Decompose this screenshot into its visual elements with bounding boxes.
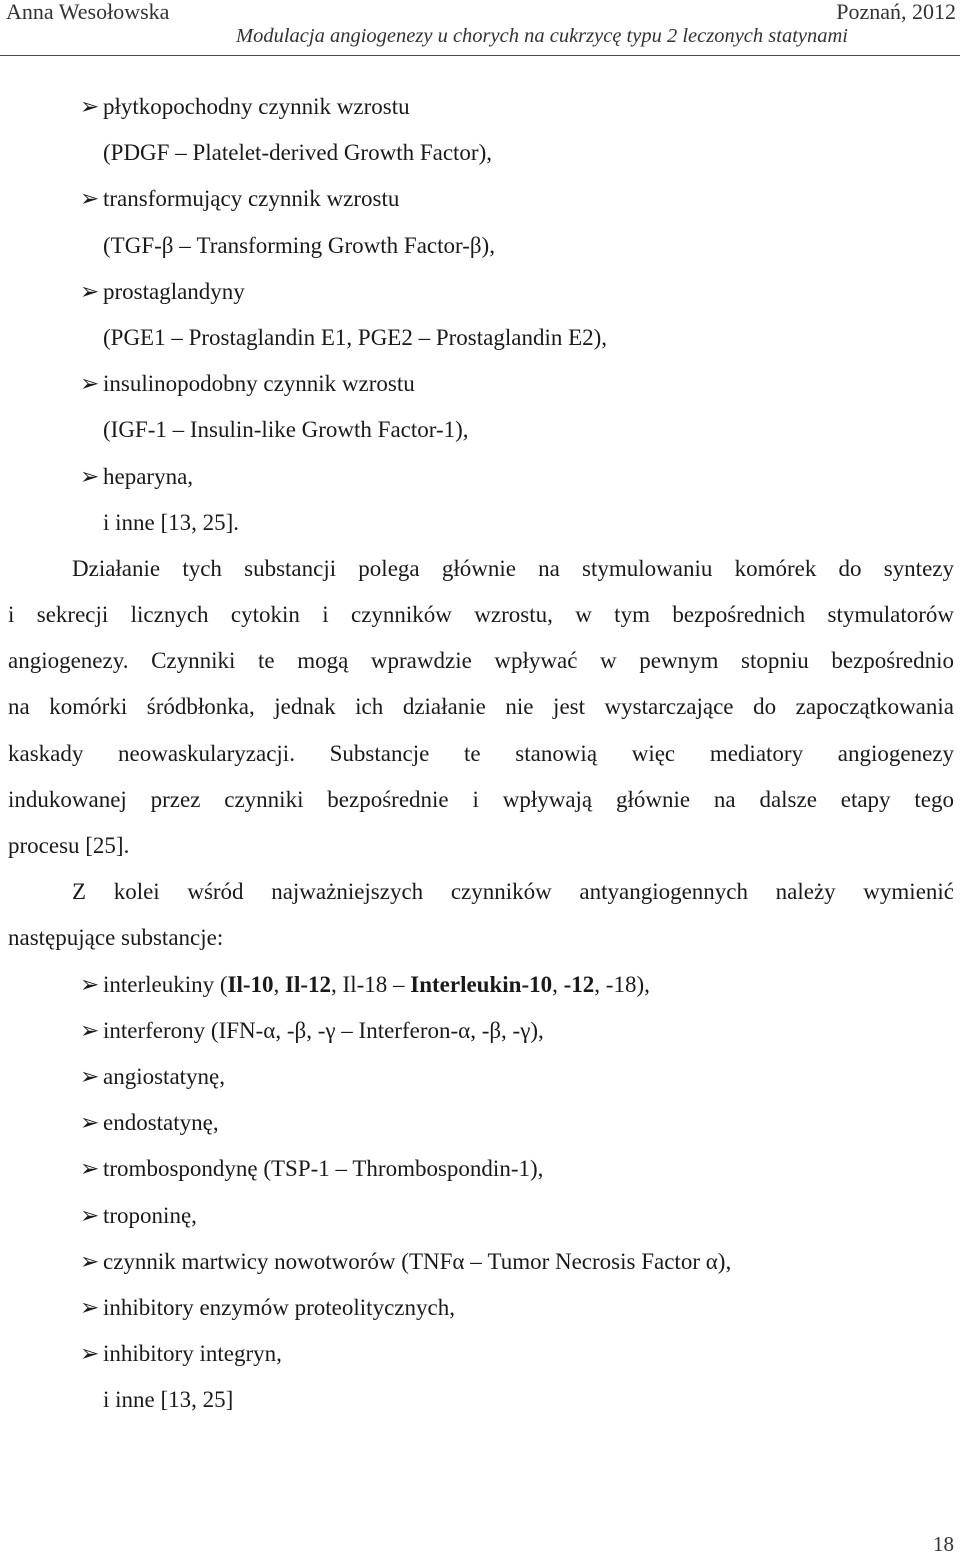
header-place-year: Poznań, 2012	[836, 0, 956, 24]
arrow-bullet-icon: ➢	[80, 371, 100, 397]
header-author: Anna Wesołowska	[6, 0, 170, 24]
list-item-detail: (PDGF – Platelet-derived Growth Factor),	[103, 140, 493, 166]
page-content	[8, 84, 954, 1423]
list-item: ➢ trombospondynę (TSP-1 – Thrombospondin-1),	[8, 1146, 954, 1192]
paragraph-mediators	[8, 546, 954, 869]
anti-angiogenic-list	[8, 962, 954, 1424]
arrow-bullet-icon: ➢	[80, 1017, 100, 1043]
list-item: ➢ czynnik martwicy nowotworów (TNFα – Tumor Necrosis Factor α),	[8, 1239, 954, 1285]
list-item-detail: i inne [13, 25].	[103, 509, 240, 535]
bold-term: Il-10	[227, 971, 274, 997]
list-item: ➢ angiostatynę,	[8, 1054, 954, 1100]
paragraph-line: procesu [25].	[8, 833, 130, 858]
header-title: Modulacja angiogenezy u chorych na cukrzycę typu 2 leczonych statynami	[236, 25, 848, 47]
paragraph-line: indukowanej przez czynniki bezpośrednie i wpływają głównie na dalsze etapy tego	[8, 786, 954, 812]
arrow-bullet-icon: ➢	[80, 186, 100, 212]
list-item-detail: (IGF-1 – Insulin-like Growth Factor-1),	[103, 417, 469, 443]
list-item-detail: (PGE1 – Prostaglandin E1, PGE2 – Prostaglandin E2),	[103, 324, 608, 350]
paragraph-line: kaskady neowaskularyzacji. Substancje te stanowią więc mediatory angiogenezy	[8, 740, 954, 766]
paragraph-line: Działanie tych substancji polega głównie na stymulowaniu komórek do syntezy	[72, 555, 954, 581]
arrow-bullet-icon: ➢	[80, 1063, 100, 1089]
arrow-bullet-icon: ➢	[80, 1341, 100, 1367]
list-item: ➢ interleukiny (Il-10, Il-12, Il-18 – Interleukin-10, -12, -18),	[8, 962, 954, 1008]
list-closing: i inne [13, 25]	[103, 1387, 234, 1413]
bold-term: Il-12	[285, 971, 332, 997]
arrow-bullet-icon: ➢	[80, 971, 100, 997]
paragraph-line: i sekrecji licznych cytokin i czynników wzrostu, w tym bezpośrednich stymulatorów	[8, 602, 954, 628]
list-item: ➢ interferony (IFN-α, -β, -γ – Interferon-α, -β, -γ),	[8, 1008, 954, 1054]
arrow-bullet-icon: ➢	[80, 1294, 100, 1320]
header-rule	[0, 55, 960, 56]
list-item: ➢ inhibitory enzymów proteolitycznych,	[8, 1285, 954, 1331]
page-header	[0, 0, 960, 56]
arrow-bullet-icon: ➢	[80, 1110, 100, 1136]
paragraph-antiangiogenic	[8, 869, 954, 961]
paragraph-line: Z kolei wśród najważniejszych czynników antyangiogennych należy wymienić	[72, 879, 954, 905]
list-item: ➢ prostaglandyny	[8, 269, 954, 315]
arrow-bullet-icon: ➢	[80, 94, 100, 119]
list-item: ➢ płytkopochodny czynnik wzrostu	[8, 84, 954, 130]
arrow-bullet-icon: ➢	[80, 1202, 100, 1228]
paragraph-line: następujące substancje:	[8, 925, 224, 951]
arrow-bullet-icon: ➢	[80, 278, 100, 304]
list-item: ➢ insulinopodobny czynnik wzrostu	[8, 361, 954, 407]
page-number: 18	[933, 1532, 954, 1556]
pro-angiogenic-list	[8, 84, 954, 546]
arrow-bullet-icon: ➢	[80, 1248, 100, 1274]
list-item: ➢ inhibitory integryn,	[8, 1331, 954, 1377]
arrow-bullet-icon: ➢	[80, 1156, 100, 1182]
list-item: ➢ transformujący czynnik wzrostu	[8, 176, 954, 222]
arrow-bullet-icon: ➢	[80, 463, 100, 489]
list-item: ➢ endostatynę,	[8, 1100, 954, 1146]
list-item: ➢ troponinę,	[8, 1193, 954, 1239]
paragraph-line: na komórki śródbłonka, jednak ich działanie nie jest wystarczające do zapoczątkowania	[8, 694, 954, 720]
list-item: ➢ heparyna,	[8, 454, 954, 500]
bold-term: -12	[563, 971, 595, 997]
list-item-detail: (TGF-β – Transforming Growth Factor-β),	[103, 232, 495, 258]
bold-term: Interleukin-10	[410, 971, 553, 997]
paragraph-line: angiogenezy. Czynniki te mogą wprawdzie wpływać w pewnym stopniu bezpośrednio	[8, 648, 954, 674]
